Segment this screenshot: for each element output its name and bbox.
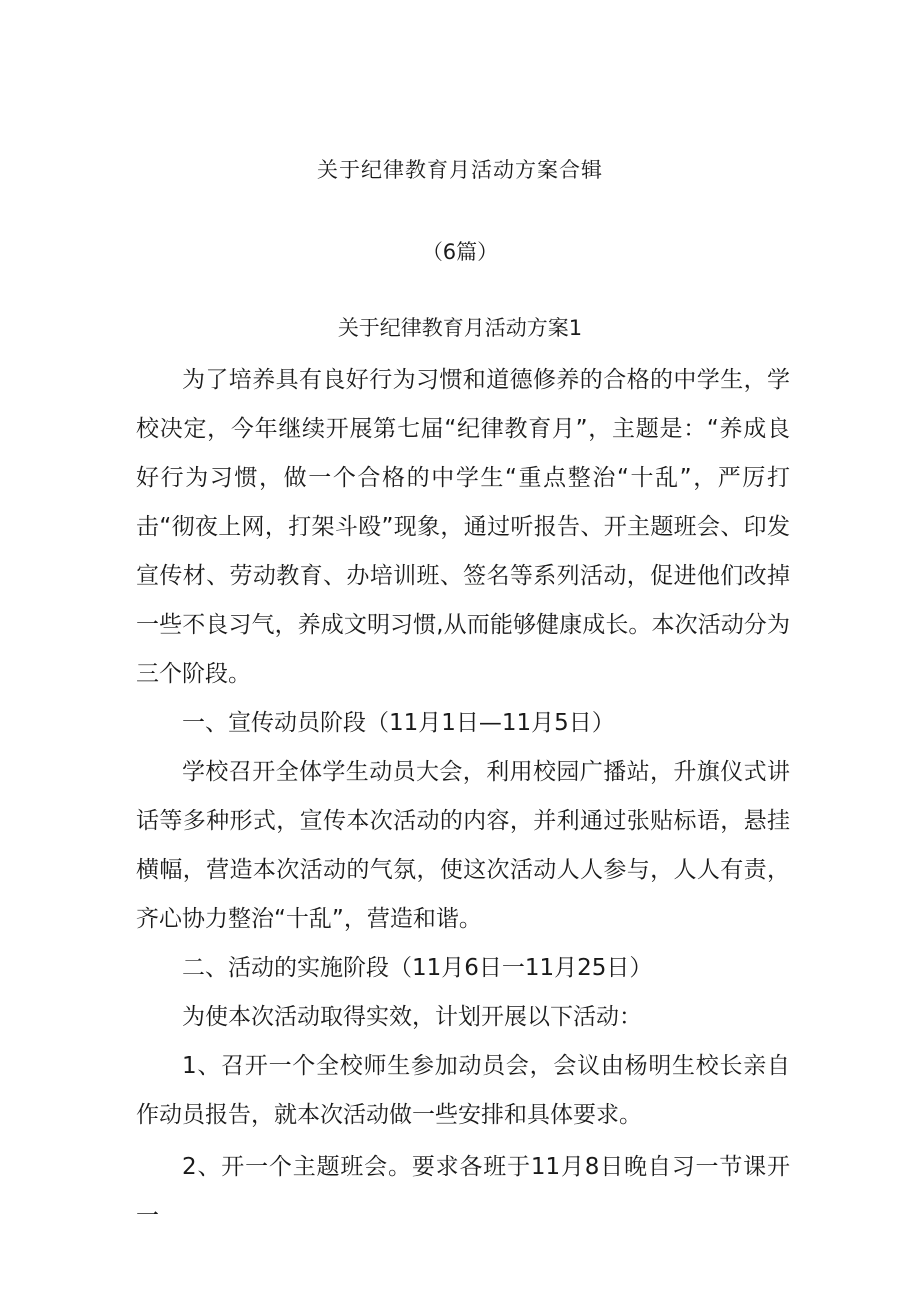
document-body <box>136 356 790 1241</box>
paragraph-item-1: 1、召开一个全校师生参加动员会，会议由杨明生校长亲自作动员报告，就本次活动做一些安排和具体要求。 <box>136 1053 790 1128</box>
section-title: 关于纪律教育月活动方案1 <box>337 316 583 340</box>
document-subtitle: （6篇） <box>421 240 499 264</box>
paragraph-intro: 为了培养具有良好行为习惯和道德修养的合格的中学生，学校决定，今年继续开展第七届“纪律教育月”，主题是：“养成良好行为习惯，做一个合格的中学生“重点整治“十乱”，严厉打击“彻夜上网，打架斗殴”现象，通过听报告、开主题班会、印发宣传材、劳动教育、办培训班、签名等系列活动，促进他们改掉一些不良习气，养成文明习惯,从而能够健康成长。本次活动分为三个阶段。 <box>136 367 790 687</box>
paragraph-stage-one-heading: 一、宣传动员阶段（11月1日—11月5日） <box>182 710 615 736</box>
paragraph-item-2: 2、开一个主题班会。要求各班于11月8日晚自习一节课开一 <box>136 1154 790 1229</box>
paragraph-stage-one-content: 学校召开全体学生动员大会，利用校园广播站，升旗仪式讲话等多种形式，宣传本次活动的内容，并利通过张贴标语，悬挂横幅，营造本次活动的气氛，使这次活动人人参与，人人有责，齐心协力整治“十乱”，营造和谐。 <box>136 759 790 932</box>
document-title: 关于纪律教育月活动方案合辑 <box>317 158 603 182</box>
paragraph-stage-two-intro: 为使本次活动取得实效，计划开展以下活动： <box>182 1004 642 1030</box>
paragraph-stage-two-heading: 二、活动的实施阶段（11月6日一11月25日） <box>182 955 653 981</box>
